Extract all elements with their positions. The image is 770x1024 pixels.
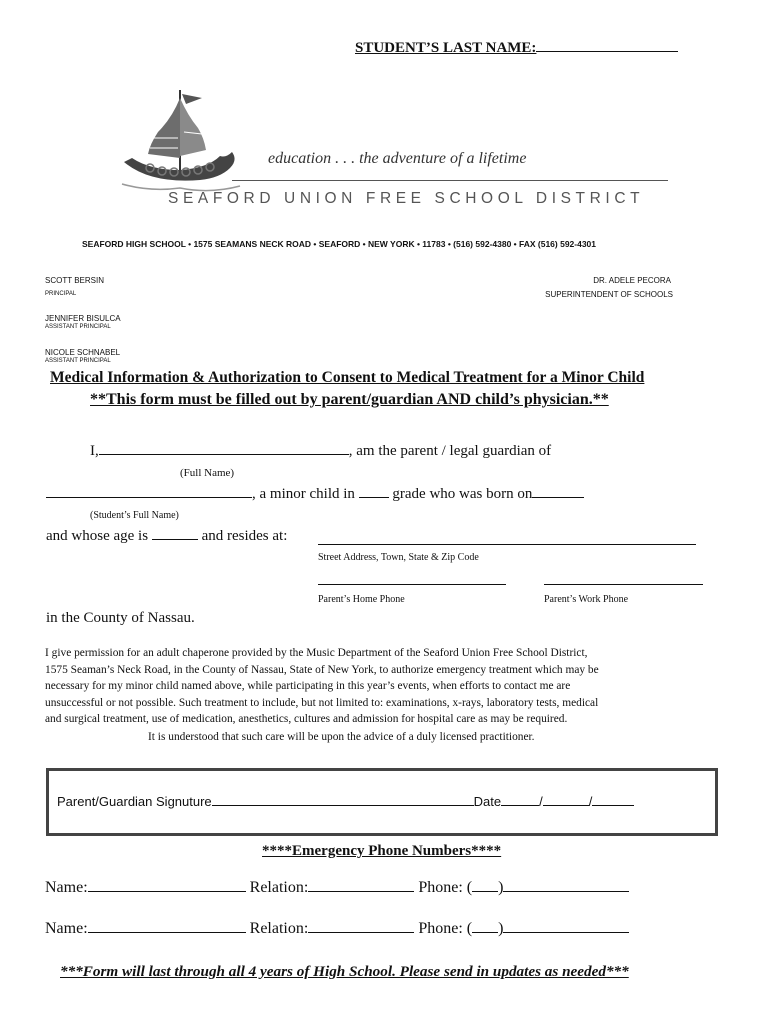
emergency-phone-field[interactable] [503,890,629,892]
emergency-relation-field[interactable] [308,931,414,933]
student-name-caption: (Student’s Full Name) [90,510,179,521]
student-name-field[interactable] [46,496,252,498]
emergency-relation-field[interactable] [308,890,414,892]
student-last-name-label: STUDENT’S LAST NAME: [355,40,537,56]
signature-line [57,794,634,809]
name-label: Name: [45,920,88,937]
form-title: Medical Information & Authorization to Consent to Medical Treatment for a Minor Child [50,369,645,386]
emergency-area-code-field[interactable] [472,890,498,892]
school-address: SEAFORD HIGH SCHOOL • 1575 SEAMANS NECK ROAD • SEAFORD • NEW YORK • 11783 • (516) 592-4380 • FAX (516) 592-4301 [82,239,597,249]
permission-line: necessary for my minor child named above, while participating in this year’s events, when efforts to contact me are [45,680,571,692]
student-last-name-line[interactable] [536,50,678,52]
phone-close-paren: ) [498,879,504,896]
county-text: in the County of Nassau. [46,610,195,626]
ap1-title: ASSISTANT PRINCIPAL [45,324,111,330]
date-day-field[interactable] [543,804,589,806]
logo-rule [232,180,668,181]
age-field[interactable] [152,538,198,540]
work-phone-caption: Parent’s Work Phone [544,594,629,605]
permission-line: I give permission for an adult chaperone provided by the Music Department of the Seaford Union Free School District, [45,647,588,659]
permission-line: and surgical treatment, use of medication, anesthetics, cultures and admission for hospital care as may be required. [45,713,568,725]
relation-label: Relation: [249,920,309,937]
home-phone-field[interactable] [318,584,506,585]
date-label: Date [473,794,502,809]
address-field[interactable] [318,544,696,545]
district-name: SEAFORD UNION FREE SCHOOL DISTRICT [168,190,645,207]
phone-label: Phone: ( [418,879,473,896]
phone-label: Phone: ( [418,920,473,937]
student-last-name-field[interactable] [355,40,678,57]
grade-field[interactable] [359,496,389,498]
relation-label: Relation: [249,879,309,896]
emergency-name-field[interactable] [88,890,246,892]
age-line [46,528,287,545]
form-subtitle: **This form must be filled out by parent/guardian AND child’s physician.** [90,391,609,408]
emergency-title: ****Emergency Phone Numbers**** [262,843,502,859]
work-phone-field[interactable] [544,584,703,585]
guardian-line [90,443,551,460]
emergency-row-1 [45,879,629,897]
permission-line: 1575 Seaman’s Neck Road, in the County of Nassau, State of New York, to authorize emergency treatment which may be [45,663,599,676]
parent-of-text: , am the parent / legal guardian of [348,443,552,459]
ap2-name: NICOLE SCHNABEL [45,348,121,357]
principal-title: PRINCIPAL [45,291,77,297]
emergency-name-field[interactable] [88,931,246,933]
i-label: I, [90,443,99,459]
signature-field[interactable] [212,804,474,806]
birth-date-field[interactable] [532,496,584,498]
permission-paragraph [45,645,725,728]
viking-ship-logo [120,88,242,196]
age-label: and whose age is [46,528,149,544]
superintendent-name: DR. ADELE PECORA [593,276,671,285]
student-line [46,486,584,503]
date-separator: / [539,794,543,809]
permission-line: unsuccessful or not possible. Such treatment to include, but not limited to: examinations, x-rays, laboratory tests, medical [45,696,599,709]
understood-text: It is understood that such care will be upon the advice of a duly licensed practitioner. [148,731,535,743]
date-separator: / [588,794,593,809]
grade-born-text: grade who was born on [392,486,533,502]
phone-close-paren: ) [498,920,504,937]
footer-note: ***Form will last through all 4 years of High School. Please send in updates as needed*** [60,963,629,980]
ap1-name: JENNIFER BISULCA [45,314,121,323]
name-label: Name: [45,879,88,896]
superintendent-title: SUPERINTENDENT OF SCHOOLS [545,290,673,299]
ap2-title: ASSISTANT PRINCIPAL [45,358,111,364]
resides-label: and resides at: [201,528,288,544]
address-caption: Street Address, Town, State & Zip Code [318,552,479,563]
minor-child-text: , a minor child in [252,486,355,502]
date-month-field[interactable] [501,804,539,806]
guardian-name-field[interactable] [99,453,349,455]
emergency-area-code-field[interactable] [472,931,498,933]
emergency-phone-field[interactable] [503,931,629,933]
principal-name: SCOTT BERSIN [45,276,104,285]
signature-label: Parent/Guardian Signuture [57,794,212,809]
district-tagline: education . . . the adventure of a lifetime [268,150,527,167]
full-name-caption: (Full Name) [180,467,235,479]
date-year-field[interactable] [592,804,634,806]
emergency-row-2 [45,920,629,938]
home-phone-caption: Parent’s Home Phone [318,594,405,605]
